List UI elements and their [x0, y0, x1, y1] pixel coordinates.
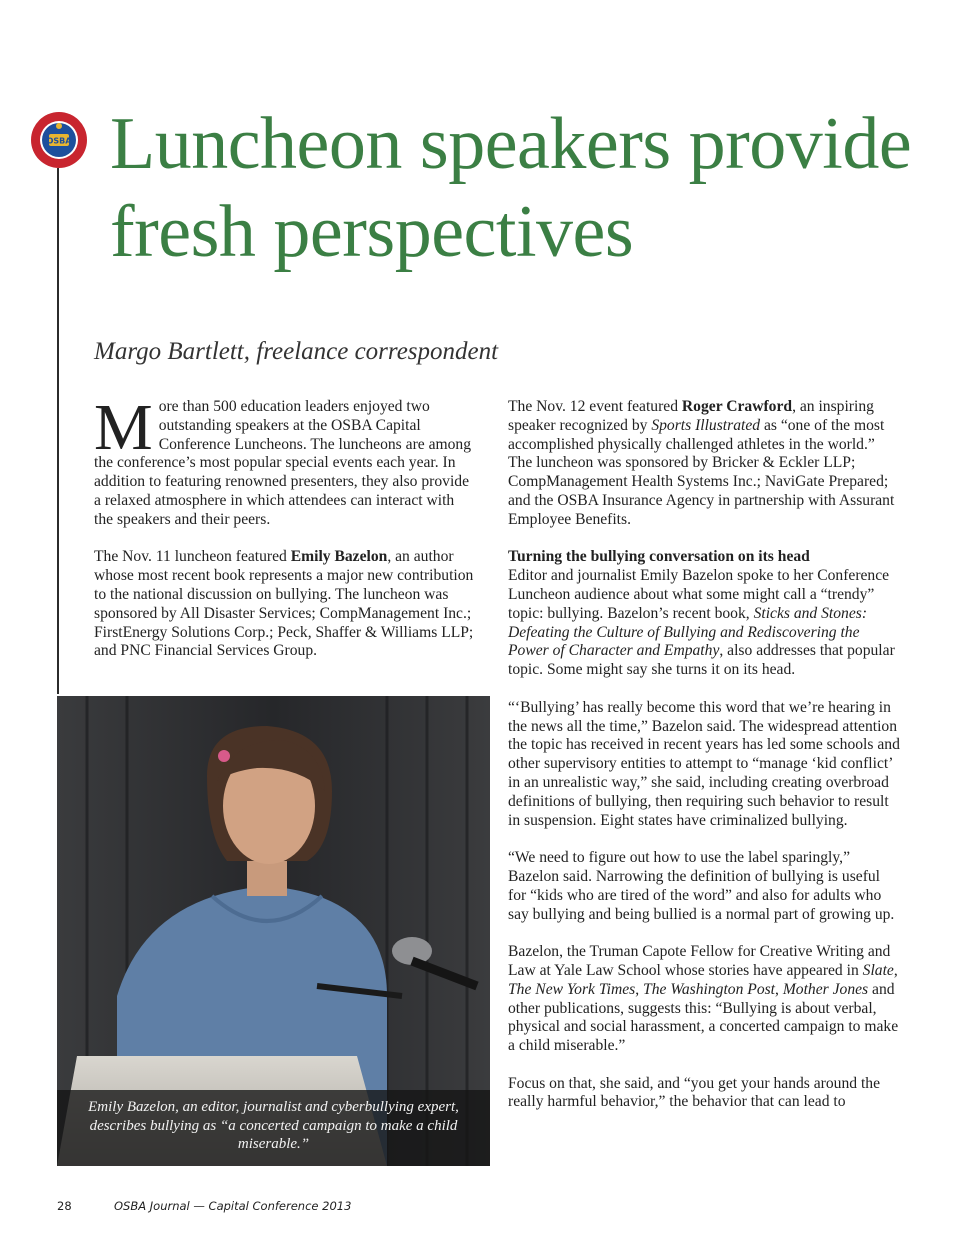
- drop-cap: M: [94, 391, 153, 464]
- intro-text: ore than 500 education leaders enjoyed two outstanding speakers at the OSBA Capital Conference Luncheons. The luncheons are among the conference’s most popular special events each year. In addition to featuring renowned presenters, they also provide a relaxed atmosphere in which attendees can interact with the speakers and their peers.: [94, 398, 472, 528]
- magazine-title: Sports Illustrated: [651, 416, 761, 434]
- nov11-text-a: The Nov. 11 luncheon featured: [94, 548, 291, 566]
- book-title: Sticks and Stones: Defeating the Culture of Bullying and Rediscovering the Power of Character and Empathy: [508, 604, 868, 660]
- svg-text:OSBA: OSBA: [46, 136, 72, 146]
- speaker-name-crawford: Roger Crawford: [681, 398, 793, 415]
- nov11-paragraph: [94, 548, 476, 661]
- bullying-paragraph-3: “We need to figure out how to use the label sparingly,” Bazelon said. Narrowing the definition of bullying is useful for “kids who are tired of the word” and also for adults who say bullying and being bullied is a normal part of growing up.: [508, 849, 895, 923]
- separator: ,: [893, 961, 898, 979]
- publication-mother-jones: Mother Jones: [782, 980, 869, 998]
- page-footer: [57, 1199, 352, 1213]
- bullying-text-b: , also addresses that popular topic. Some might say she turns it on its head.: [508, 642, 895, 679]
- speaker-photo: [57, 696, 490, 1166]
- section-subhead: Turning the bullying conversation on its head: [508, 548, 810, 566]
- nov11-text-b: , an author whose most recent book represents a major new contribution to the national discussion on bullying. The luncheon was sponsored by All Disaster Services; CompManagement Inc.; FirstEnergy Solutions Corp.; Peck, Shaffer & Williams LLP; and PNC Financial Services Group.: [94, 548, 474, 660]
- separator: ,: [775, 980, 783, 998]
- photo-caption: Emily Bazelon, an editor, journalist and cyberbullying expert, describes bullying as “a concerted campaign to make a child miserable.”: [88, 1099, 459, 1152]
- vertical-rule: [57, 168, 59, 694]
- separator: ,: [635, 980, 644, 998]
- bullying-paragraph-5: Focus on that, she said, and “you get your hands around the really harmful behavior,” the behavior that can lead to: [508, 1074, 881, 1111]
- bullying-paragraph-1: [508, 567, 900, 680]
- publication-wapo: The Washington Post: [643, 980, 776, 998]
- nov12-text-b: , an inspiring speaker recognized by: [508, 398, 874, 434]
- nov12-text-a: The Nov. 12 event featured: [508, 398, 682, 415]
- bullying-paragraph-2: “‘Bullying’ has really become this word that we’re hearing in the news all the time,” Bazelon said. The widespread attention the topic has received in recent years has led some schools and other supervisory entities to attempt to “manage ‘kid conflict’ in an unrealistic way,” she said, including creating overbroad definitions of bullying, then requiring such behavior to result in suspension. Eight states have criminalized bullying.: [508, 698, 900, 829]
- article-headline: Luncheon speakers provide fresh perspectives: [110, 103, 912, 273]
- fellow-text-b: and other publications, suggests this: “Bullying is about verbal, physical and social harassment, a concerted campaign to make a child miserable.”: [508, 980, 899, 1055]
- nov12-text-c: as “one of the most accomplished physically challenged athletes in the world.” The luncheon was sponsored by Bricker & Eckler LLP; CompManagement Health Systems Inc.; NaviGate Prepared; and the OSBA Insurance Agency in partnership with Assurant Employee Benefits.: [508, 416, 895, 528]
- article-byline: Margo Bartlett, freelance correspondent: [94, 338, 499, 365]
- osba-seal-logo: [30, 111, 88, 169]
- publication-slate: Slate: [862, 961, 894, 979]
- publication-nyt: The New York Times: [508, 980, 636, 998]
- publication-name: OSBA Journal — Capital Conference 2013: [114, 1199, 352, 1213]
- photo-caption-bar: [57, 1090, 490, 1166]
- bullying-paragraph-4: [508, 943, 900, 1056]
- left-column: [94, 391, 476, 680]
- page-number: 28: [57, 1199, 72, 1213]
- speaker-name-bazelon: Emily Bazelon: [290, 548, 388, 566]
- bullying-text-a: Editor and journalist Emily Bazelon spoke to her Conference Luncheon audience about what some might call a “trendy” topic: bullying. Bazelon’s recent book,: [508, 567, 890, 622]
- right-column: [508, 398, 900, 1131]
- nov12-paragraph: [508, 398, 900, 530]
- intro-paragraph: [94, 391, 476, 530]
- fellow-text-a: Bazelon, the Truman Capote Fellow for Creative Writing and Law at Yale Law School whose stories have appeared in: [508, 943, 891, 979]
